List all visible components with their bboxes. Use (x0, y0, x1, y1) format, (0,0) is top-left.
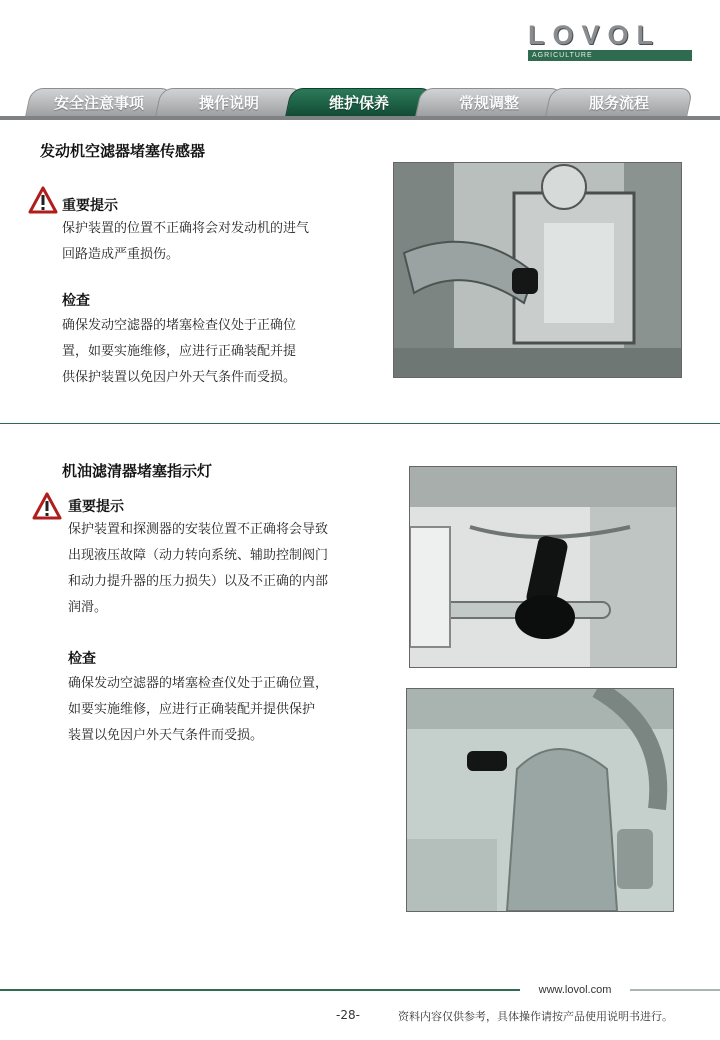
section2-check-title: 检查 (68, 651, 96, 667)
section2-warning-title: 重要提示 (68, 499, 124, 515)
air-filter-sensor-photo (393, 162, 682, 378)
warning-triangle-icon (28, 186, 58, 214)
footer-disclaimer: 资料内容仅供参考，具体操作请按产品使用说明书进行。 (398, 1010, 673, 1023)
tab-maintenance-label[interactable]: 维护保养 (328, 94, 389, 112)
section2-check-text (68, 671, 388, 749)
section1-check-title: 检查 (62, 293, 90, 309)
section2-warning-text (68, 517, 388, 621)
warning-triangle-icon (32, 492, 62, 520)
tab-operation-label[interactable]: 操作说明 (198, 94, 259, 112)
text-line: 如要实施维修，应进行正确装配并提供保护 (68, 702, 316, 717)
tab-service-label[interactable]: 服务流程 (588, 94, 649, 112)
text-line: 置，如要实施维修，应进行正确装配并提 (62, 344, 297, 359)
text-line: 保护装置和探测器的安装位置不正确将会导致 (68, 522, 329, 537)
section-divider (0, 423, 720, 424)
lovol-logo (528, 22, 692, 62)
section1-check-text (62, 313, 382, 391)
footer-url[interactable]: www.lovol.com (520, 984, 630, 998)
tab-adjustment-label[interactable]: 常规调整 (458, 94, 519, 112)
text-line: 保护装置的位置不正确将会对发动机的进气 (62, 221, 310, 236)
text-line: 回路造成严重损伤。 (62, 247, 180, 262)
text-line: 润滑。 (68, 600, 108, 615)
tab-safety-label[interactable]: 安全注意事项 (53, 94, 144, 112)
section2-title: 机油滤清器堵塞指示灯 (62, 462, 213, 480)
section1-warning-text (62, 216, 382, 268)
text-line: 确保发动空滤器的堵塞检查仪处于正确位置， (68, 676, 329, 691)
text-line: 供保护装置以免因户外天气条件而受损。 (62, 370, 297, 385)
section-tabs (22, 88, 702, 118)
logo-text: LOVOL (528, 20, 661, 50)
text-line: 出现液压故障（动力转向系统、辅助控制阀门 (68, 548, 329, 563)
text-line: 确保发动空滤器的堵塞检查仪处于正确位 (62, 318, 297, 333)
oil-filter-indicator-photo (409, 466, 677, 668)
text-line: 和动力提升器的压力损失）以及不正确的内部 (68, 574, 329, 589)
section1-title: 发动机空滤器堵塞传感器 (40, 142, 206, 160)
text-line: 装置以免因户外天气条件而受损。 (68, 728, 264, 743)
tabs-underline (0, 116, 720, 120)
oil-filter-detail-photo (406, 688, 674, 912)
page-number: -28- (336, 1008, 360, 1022)
section1-warning-title: 重要提示 (62, 198, 118, 214)
logo-subtitle: AGRICULTURE (528, 50, 692, 61)
